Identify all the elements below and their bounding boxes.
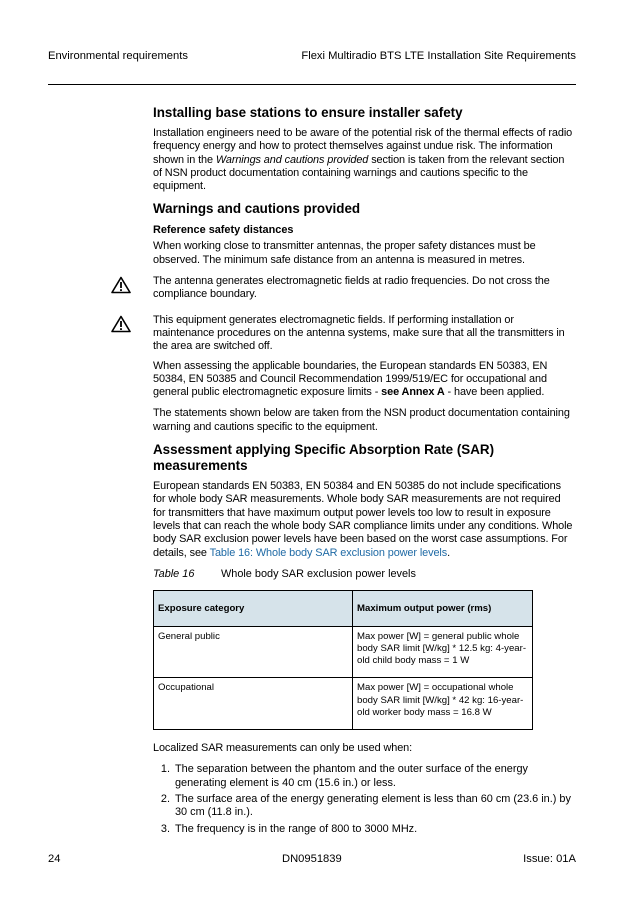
reference-distances-subtitle: Reference safety distances bbox=[153, 224, 294, 237]
warning-block-2 bbox=[153, 314, 573, 354]
table-row bbox=[154, 678, 533, 730]
warning-triangle-icon bbox=[111, 276, 131, 294]
section-sar-title: Assessment applying Specific Absorption Rate (SAR) measurements bbox=[153, 442, 495, 474]
localized-sar-intro: Localized SAR measurements can only be used when: bbox=[153, 742, 413, 755]
table-16-link[interactable]: Table 16: Whole body SAR exclusion power levels bbox=[209, 546, 448, 559]
section-warnings-title: Warnings and cautions provided bbox=[153, 201, 361, 217]
table-row bbox=[154, 626, 533, 678]
section-installer-safety-title: Installing base stations to ensure installer safety bbox=[153, 105, 463, 120]
warning-block-1 bbox=[153, 275, 573, 302]
document-id: DN0951839 bbox=[282, 853, 342, 865]
boundaries-paragraph: When assessing the applicable boundaries, the European standards EN 50383, EN 50384, EN 50385 and Council Recommendation 1999/519/EC for occupational and general public electromagnetic exposure limits - see Annex A - have been applied. bbox=[153, 359, 548, 399]
table-cell: Occupational bbox=[154, 678, 353, 730]
table-caption bbox=[153, 568, 573, 580]
warning-text-1: The antenna generates electromagnetic fields at radio frequencies. Do not cross the compliance boundary. bbox=[153, 275, 550, 301]
sar-paragraph: European standards EN 50383, EN 50384 and EN 50385 do not include specifications for whole body SAR measurements. Whole body SAR measurements are not required for transmitters that have maximum output power levels too low to result in exposure levels that can reach the whole body SAR compliance limits under any conditions. Whole body SAR exclusion power levels have been based on the worst case assumptions. For details, see Table 16: Whole body SAR exclusion power levels. bbox=[153, 480, 573, 559]
warning-text-2: This equipment generates electromagnetic fields. If performing installation or maintenance procedures on the antenna systems, make sure that all the transmitters in the area are switched off. bbox=[153, 313, 565, 353]
warning-triangle-icon bbox=[111, 315, 131, 333]
list-item: 3. The frequency is in the range of 800 to 3000 MHz. bbox=[173, 823, 573, 836]
installer-safety-paragraph: Installation engineers need to be aware of the potential risk of the thermal effects of radio frequency energy and how to protect themselves against undue risk. The information shown in the Warnings and cautions provided section is taken from the relevant section of NSN product documentation containing warnings and cautions specific to the equipment. bbox=[153, 127, 573, 193]
issue-label: Issue: 01A bbox=[523, 853, 576, 865]
table-cell: Max power [W] = general public whole body SAR limit [W/kg] * 12.5 kg: 4-year-old child body mass = 1 W bbox=[353, 626, 533, 678]
table-header-row bbox=[154, 590, 533, 626]
page-content bbox=[153, 105, 573, 839]
list-item: 1. The separation between the phantom and the outer surface of the energy generating element is 40 cm (15.6 in.) or less. bbox=[173, 763, 573, 790]
table-cell: General public bbox=[154, 626, 353, 678]
table-header-cell: Maximum output power (rms) bbox=[353, 590, 533, 626]
sar-exclusion-table bbox=[153, 590, 533, 730]
list-item: 2. The surface area of the energy generating element is less than 60 cm (23.6 in.) by 30 cm (11.8 in.). bbox=[173, 793, 573, 820]
table-caption-text: Whole body SAR exclusion power levels bbox=[221, 567, 416, 580]
header-left: Environmental requirements bbox=[48, 50, 188, 62]
statements-paragraph: The statements shown below are taken from the NSN product documentation containing warning and cautions specific to the equipment. bbox=[153, 407, 570, 433]
localized-sar-conditions bbox=[153, 763, 573, 835]
header-rule bbox=[48, 84, 576, 85]
safety-distance-paragraph: When working close to transmitter antennas, the proper safety distances must be observed. The minimum safe distance from an antenna is measured in metres. bbox=[153, 240, 536, 266]
page-number: 24 bbox=[48, 853, 61, 865]
header-right: Flexi Multiradio BTS LTE Installation Site Requirements bbox=[301, 50, 576, 62]
table-cell: Max power [W] = occupational whole body SAR limit [W/kg] * 42 kg: 16-year-old worker body mass = 16.8 W bbox=[353, 678, 533, 730]
table-header-cell: Exposure category bbox=[154, 590, 353, 626]
table-number: Table 16 bbox=[153, 567, 195, 580]
